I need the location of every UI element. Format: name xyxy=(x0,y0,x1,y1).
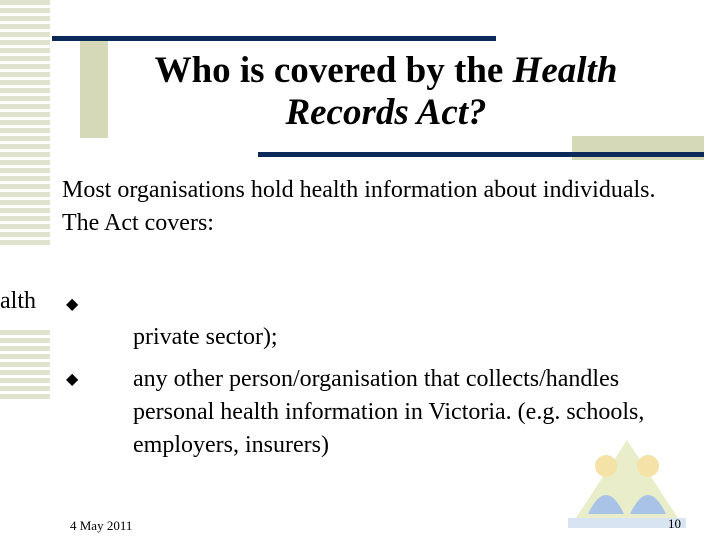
title-accent-line-top xyxy=(52,36,496,41)
diamond-bullet-icon: ◆ xyxy=(66,371,79,388)
body-paragraph-1: Most organisations hold health information about individuals. xyxy=(62,177,656,203)
bullet-item-2-text: any other person/organisation that collects/handles personal health information in Victoria. (e.g. schools, employers, insurers) xyxy=(133,366,645,458)
title-line1-italic: Health xyxy=(512,50,618,91)
title-line1-plain: Who is covered by the xyxy=(154,50,513,91)
left-decorative-stripes xyxy=(0,0,50,245)
slide-body xyxy=(62,174,682,240)
title-line2-italic: Records Act? xyxy=(285,92,487,133)
slide-title xyxy=(96,50,676,134)
left-decorative-stripes-lower xyxy=(0,330,50,400)
title-accent-line-bottom xyxy=(258,152,704,157)
footer-date: 4 May 2011 xyxy=(70,518,133,533)
bullet-item-1-text: private sector); xyxy=(133,324,278,350)
offslide-text-fragment: alth xyxy=(0,288,36,314)
body-paragraph-2: The Act covers: xyxy=(62,210,214,236)
slide-number: 10 xyxy=(668,516,681,531)
diamond-bullet-icon: ◆ xyxy=(66,296,79,313)
